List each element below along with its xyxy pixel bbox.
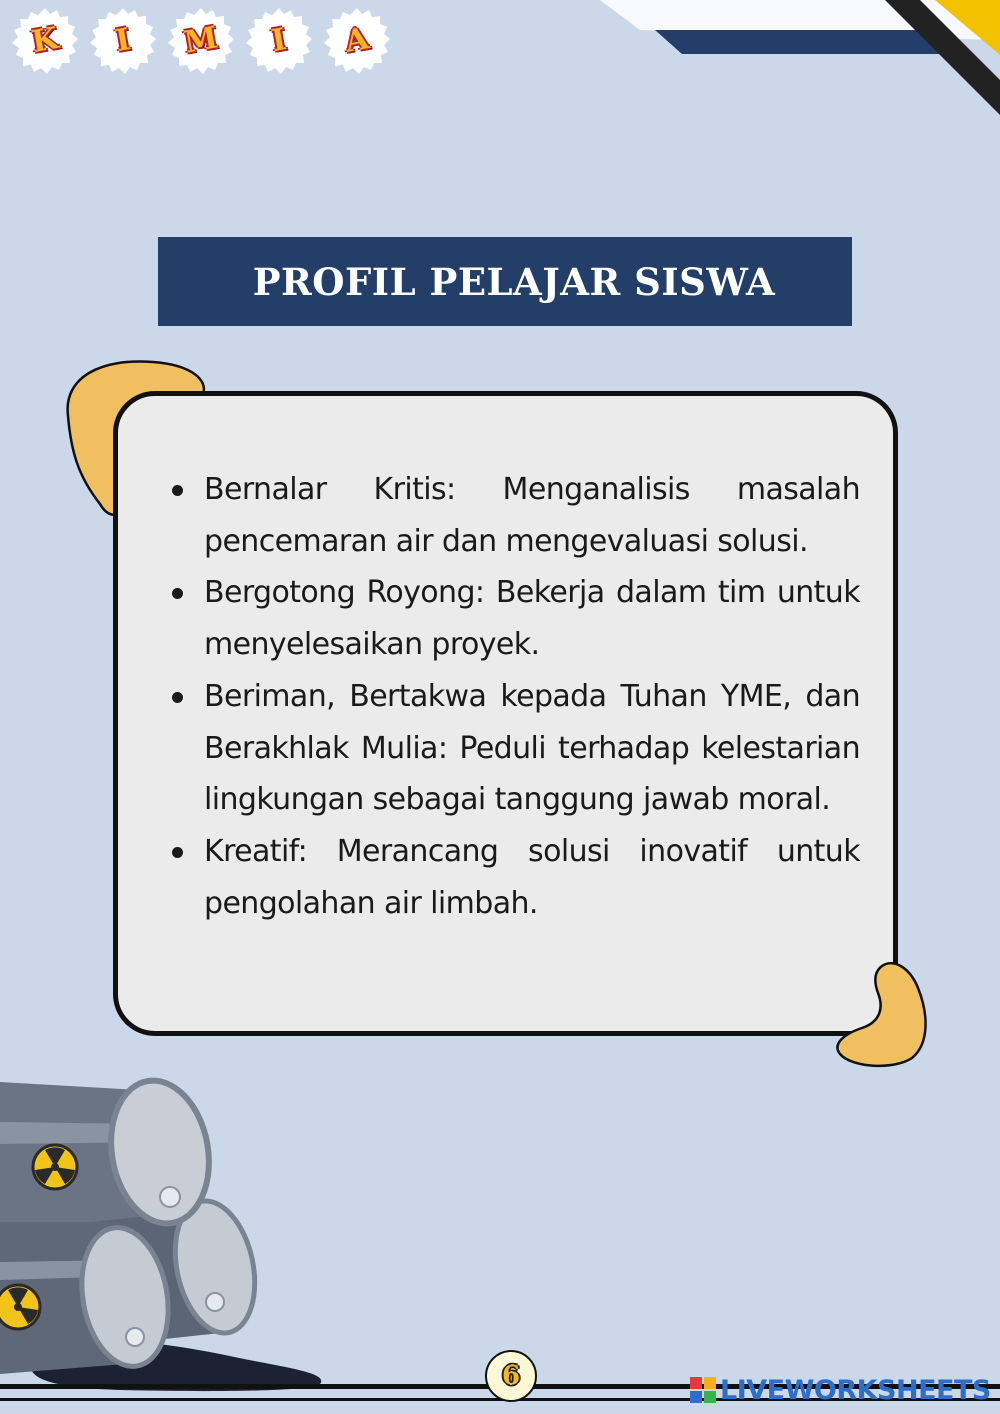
liveworksheets-logo-icon xyxy=(690,1377,716,1403)
list-item: Beriman, Bertakwa kepada Tuhan YME, dan Berakhlak Mulia: Peduli terhadap kelestarian lingkungan sebagai tanggung jawab moral. xyxy=(169,671,860,826)
subject-badges xyxy=(10,6,392,76)
yellow-blob-bottom-right xyxy=(832,958,934,1070)
badge-letter: M xyxy=(166,6,236,76)
corner-decoration xyxy=(600,0,1000,120)
badge-letter: I xyxy=(88,6,158,76)
list-item: Bergotong Royong: Bekerja dalam tim untuk menyelesaikan proyek. xyxy=(169,567,860,670)
list-item: Kreatif: Merancang solusi inovatif untuk pengolahan air limbah. xyxy=(169,826,860,929)
profile-card xyxy=(113,391,898,1036)
list-item: Bernalar Kritis: Menganalisis masalah pencemaran air dan mengevaluasi solusi. xyxy=(169,464,860,567)
profile-list xyxy=(169,464,860,929)
page-number: 6 xyxy=(501,1361,521,1391)
badge-letter: I xyxy=(244,6,314,76)
badge-letter: A xyxy=(322,6,392,76)
badge-letter: K xyxy=(10,6,80,76)
radioactive-barrels-icon xyxy=(0,1062,330,1392)
watermark xyxy=(690,1373,991,1407)
page-title: PROFIL PELAJAR SISWA xyxy=(252,259,776,304)
watermark-text: LIVEWORKSHEETS xyxy=(720,1374,991,1406)
title-banner xyxy=(158,237,852,326)
page-number-badge xyxy=(484,1349,538,1403)
